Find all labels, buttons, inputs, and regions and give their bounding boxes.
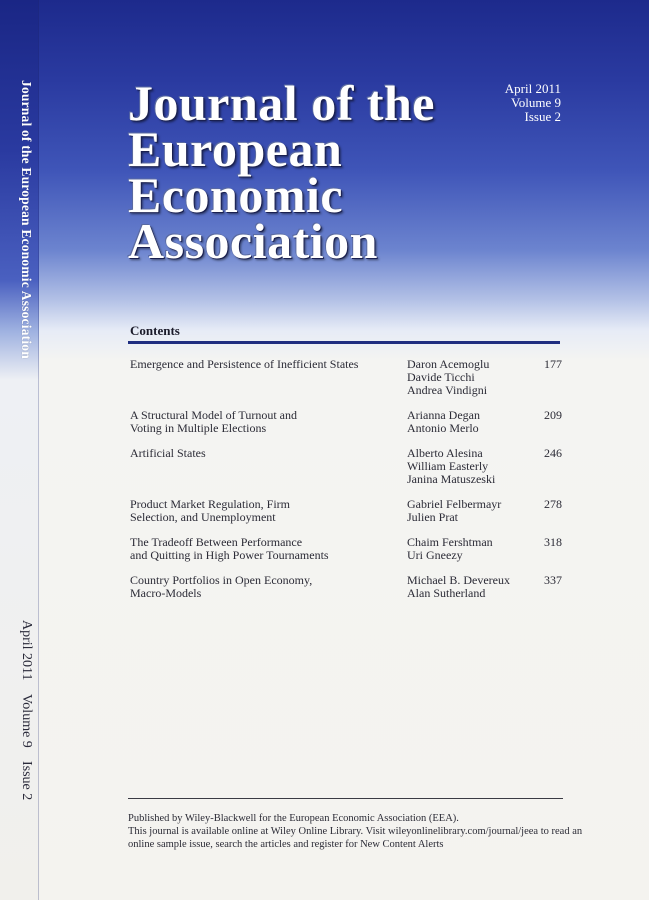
author: Gabriel Felbermayr — [407, 497, 502, 511]
issue-number: Issue 2 — [524, 109, 561, 124]
article-title — [130, 574, 407, 600]
article-title-line: Product Market Regulation, Firm — [130, 497, 290, 511]
article-title — [130, 409, 407, 435]
footer-line: Published by Wiley-Blackwell for the European Economic Association (EEA). — [128, 813, 459, 824]
article-title-line: Emergence and Persistence of Inefficient States — [130, 357, 359, 371]
author: Julien Prat — [407, 510, 458, 524]
table-of-contents — [130, 358, 562, 612]
contents-heading: Contents — [130, 323, 180, 338]
spine — [0, 0, 39, 900]
author: Janina Matuszeski — [407, 472, 496, 486]
publisher-footer — [128, 812, 583, 851]
title-line: Economic — [128, 167, 344, 223]
footer-line: online sample issue, search the articles and register for New Content Alerts — [128, 839, 444, 850]
issue-info — [505, 82, 561, 124]
article-title-line: Country Portfolios in Open Economy, — [130, 573, 313, 587]
article-authors — [407, 574, 522, 600]
spine-issue-info — [18, 620, 34, 811]
author: Daron Acemoglu — [407, 357, 490, 371]
spine-date: April 2011 — [19, 620, 34, 681]
article-title-line: The Tradeoff Between Performance — [130, 535, 303, 549]
spine-title: Journal of the European Economic Association — [19, 80, 34, 359]
article-authors — [407, 498, 522, 524]
title-line: European — [128, 121, 343, 177]
toc-entry — [130, 447, 562, 486]
article-authors — [407, 536, 522, 562]
article-title-line: Artificial States — [130, 446, 206, 460]
article-title-line: and Quitting in High Power Tournaments — [130, 548, 329, 562]
article-title — [130, 536, 407, 562]
article-title — [130, 447, 407, 486]
footer-line: This journal is available online at Wiley Online Library. Visit wileyonlinelibrary.com/journal/jeea to read an — [128, 826, 583, 837]
issue-volume: Volume 9 — [511, 95, 561, 110]
author: William Easterly — [407, 459, 489, 473]
toc-entry — [130, 358, 562, 397]
article-title-line: A Structural Model of Turnout and — [130, 408, 297, 422]
article-authors — [407, 447, 522, 486]
author: Antonio Merlo — [407, 421, 479, 435]
toc-entry — [130, 574, 562, 600]
contents-divider — [128, 341, 560, 344]
article-page: 318 — [544, 535, 562, 549]
article-title-line: Voting in Multiple Elections — [130, 421, 267, 435]
issue-date: April 2011 — [504, 81, 561, 96]
article-page: 278 — [544, 497, 562, 511]
author: Michael B. Devereux — [407, 573, 510, 587]
article-title-line: Selection, and Unemployment — [130, 510, 276, 524]
spine-issue: Issue 2 — [19, 761, 34, 801]
journal-title — [128, 75, 435, 269]
toc-entry — [130, 409, 562, 435]
title-line: Association — [128, 213, 378, 269]
toc-entry — [130, 536, 562, 562]
author: Alberto Alesina — [407, 446, 483, 460]
title-line: Journal of the — [128, 75, 435, 131]
footer-divider — [128, 798, 563, 799]
spine-volume: Volume 9 — [19, 694, 34, 748]
article-page: 177 — [544, 357, 562, 371]
author: Andrea Vindigni — [407, 383, 488, 397]
article-page: 209 — [544, 408, 562, 422]
article-page: 246 — [544, 446, 562, 460]
article-title — [130, 358, 407, 397]
author: Davide Ticchi — [407, 370, 475, 384]
article-authors — [407, 409, 522, 435]
article-page: 337 — [544, 573, 562, 587]
author: Chaim Fershtman — [407, 535, 493, 549]
author: Alan Sutherland — [407, 586, 486, 600]
author: Uri Gneezy — [407, 548, 463, 562]
article-title-line: Macro-Models — [130, 586, 202, 600]
toc-entry — [130, 498, 562, 524]
author: Arianna Degan — [407, 408, 480, 422]
article-authors — [407, 358, 522, 397]
article-title — [130, 498, 407, 524]
